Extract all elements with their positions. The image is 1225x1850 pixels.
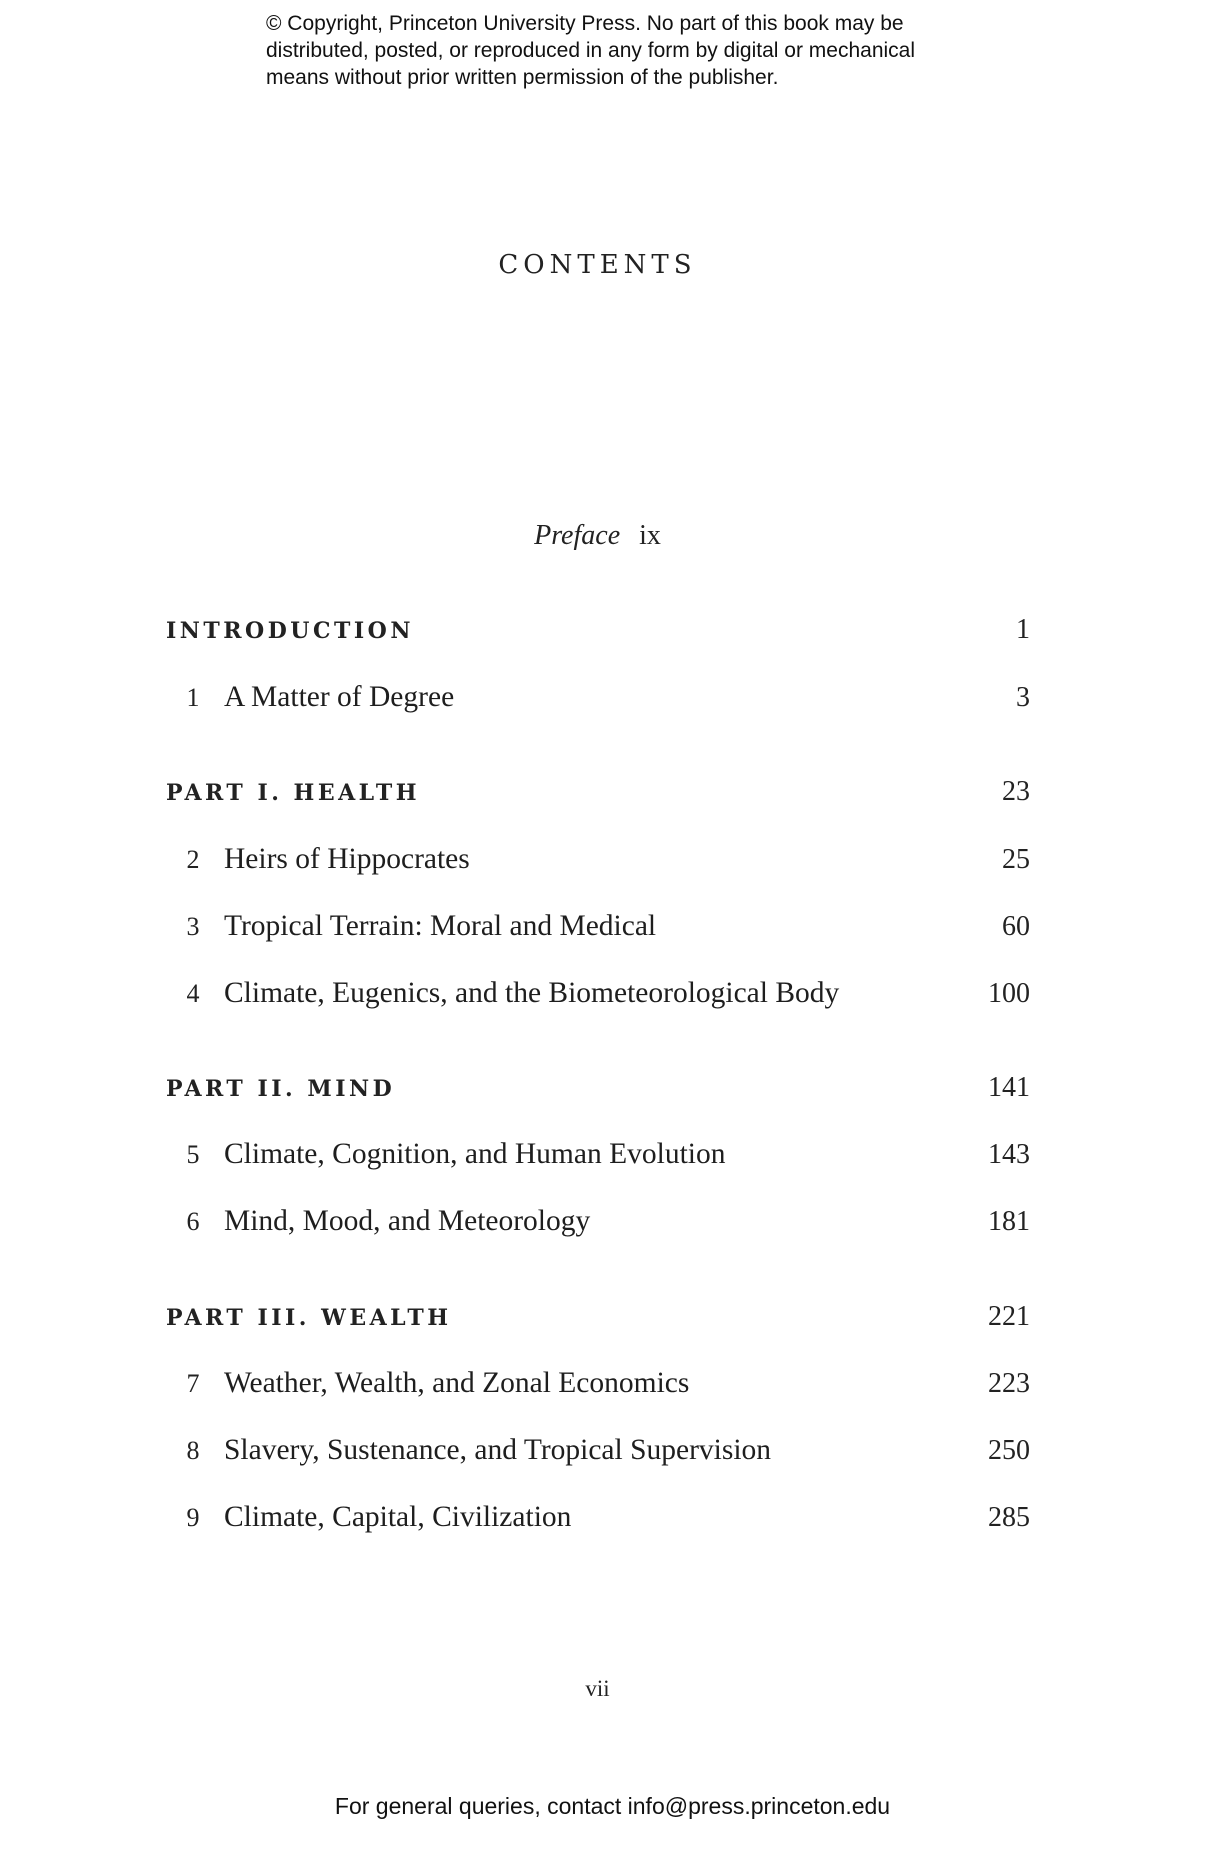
toc-chapter-title: Mind, Mood, and Meteorology (224, 1205, 591, 1237)
toc-chapter-5[interactable] (166, 1138, 1030, 1178)
toc-page-number: 141 (988, 1072, 1030, 1103)
footer-contact: For general queries, contact info@press.princeton.edu (334, 1793, 891, 1819)
toc-page-number: 143 (988, 1139, 1030, 1170)
toc-part-health[interactable] (166, 776, 1030, 816)
toc-chapter-number: 2 (186, 845, 200, 874)
toc-chapter-title: Climate, Eugenics, and the Biometeorological Body (224, 977, 840, 1009)
toc-chapter-number: 3 (186, 912, 200, 941)
toc-chapter-number: 4 (186, 979, 200, 1008)
toc-chapter-number: 8 (186, 1436, 200, 1465)
toc-part-title: PART I. HEALTH (166, 780, 421, 806)
toc-chapter-number: 6 (186, 1207, 200, 1236)
toc-chapter-9[interactable] (166, 1501, 1030, 1541)
toc-chapter-8[interactable] (166, 1434, 1030, 1474)
toc-page-number: 250 (988, 1435, 1030, 1466)
toc-part-title: PART II. MIND (166, 1076, 396, 1102)
toc-chapter-title: Climate, Cognition, and Human Evolution (224, 1138, 726, 1170)
toc-chapter-number: 1 (186, 683, 200, 712)
toc-chapter-1[interactable] (166, 681, 1030, 721)
preface-label: Preface (534, 520, 621, 551)
page-folio: vii (585, 1676, 610, 1701)
toc-chapter-number: 9 (186, 1503, 200, 1532)
toc-chapter-4[interactable] (166, 977, 1030, 1017)
toc-chapter-title: Tropical Terrain: Moral and Medical (224, 910, 657, 942)
toc-page-number: 285 (988, 1502, 1030, 1533)
toc-page-number: 181 (988, 1206, 1030, 1237)
toc-page-number: 23 (1002, 776, 1030, 807)
toc-page-number: 100 (988, 978, 1030, 1009)
page-title: CONTENTS (498, 250, 697, 280)
toc-part-wealth[interactable] (166, 1301, 1030, 1341)
toc-chapter-6[interactable] (166, 1205, 1030, 1245)
toc-page-number: 25 (1002, 844, 1030, 875)
toc-chapter-title: A Matter of Degree (224, 681, 455, 713)
toc-chapter-number: 5 (186, 1140, 200, 1169)
toc-chapter-7[interactable] (166, 1367, 1030, 1407)
toc-part-title: INTRODUCTION (166, 618, 414, 644)
toc-chapter-title: Slavery, Sustenance, and Tropical Supervision (224, 1434, 772, 1466)
toc-chapter-2[interactable] (166, 843, 1030, 883)
copyright-notice (266, 10, 1026, 91)
toc-page-number: 223 (988, 1368, 1030, 1399)
toc-part-introduction[interactable] (166, 614, 1030, 654)
toc-part-mind[interactable] (166, 1072, 1030, 1112)
toc-chapter-number: 7 (186, 1369, 200, 1398)
toc-page-number: 60 (1002, 911, 1030, 942)
preface-entry[interactable] (0, 520, 1195, 552)
toc-part-title: PART III. WEALTH (166, 1305, 452, 1331)
toc-page-number: 3 (1016, 682, 1030, 713)
toc-chapter-title: Climate, Capital, Civilization (224, 1501, 572, 1533)
toc-chapter-title: Weather, Wealth, and Zonal Economics (224, 1367, 690, 1399)
copyright-line-1: © Copyright, Princeton University Press. No part of this book may be (266, 12, 904, 35)
toc-page-number: 1 (1016, 614, 1030, 645)
copyright-line-2: distributed, posted, or reproduced in any form by digital or mechanical (266, 39, 916, 62)
copyright-line-3: means without prior written permission of the publisher. (266, 66, 779, 89)
preface-page: ix (639, 520, 661, 551)
toc-chapter-3[interactable] (166, 910, 1030, 950)
toc-chapter-title: Heirs of Hippocrates (224, 843, 470, 875)
toc-page-number: 221 (988, 1301, 1030, 1332)
